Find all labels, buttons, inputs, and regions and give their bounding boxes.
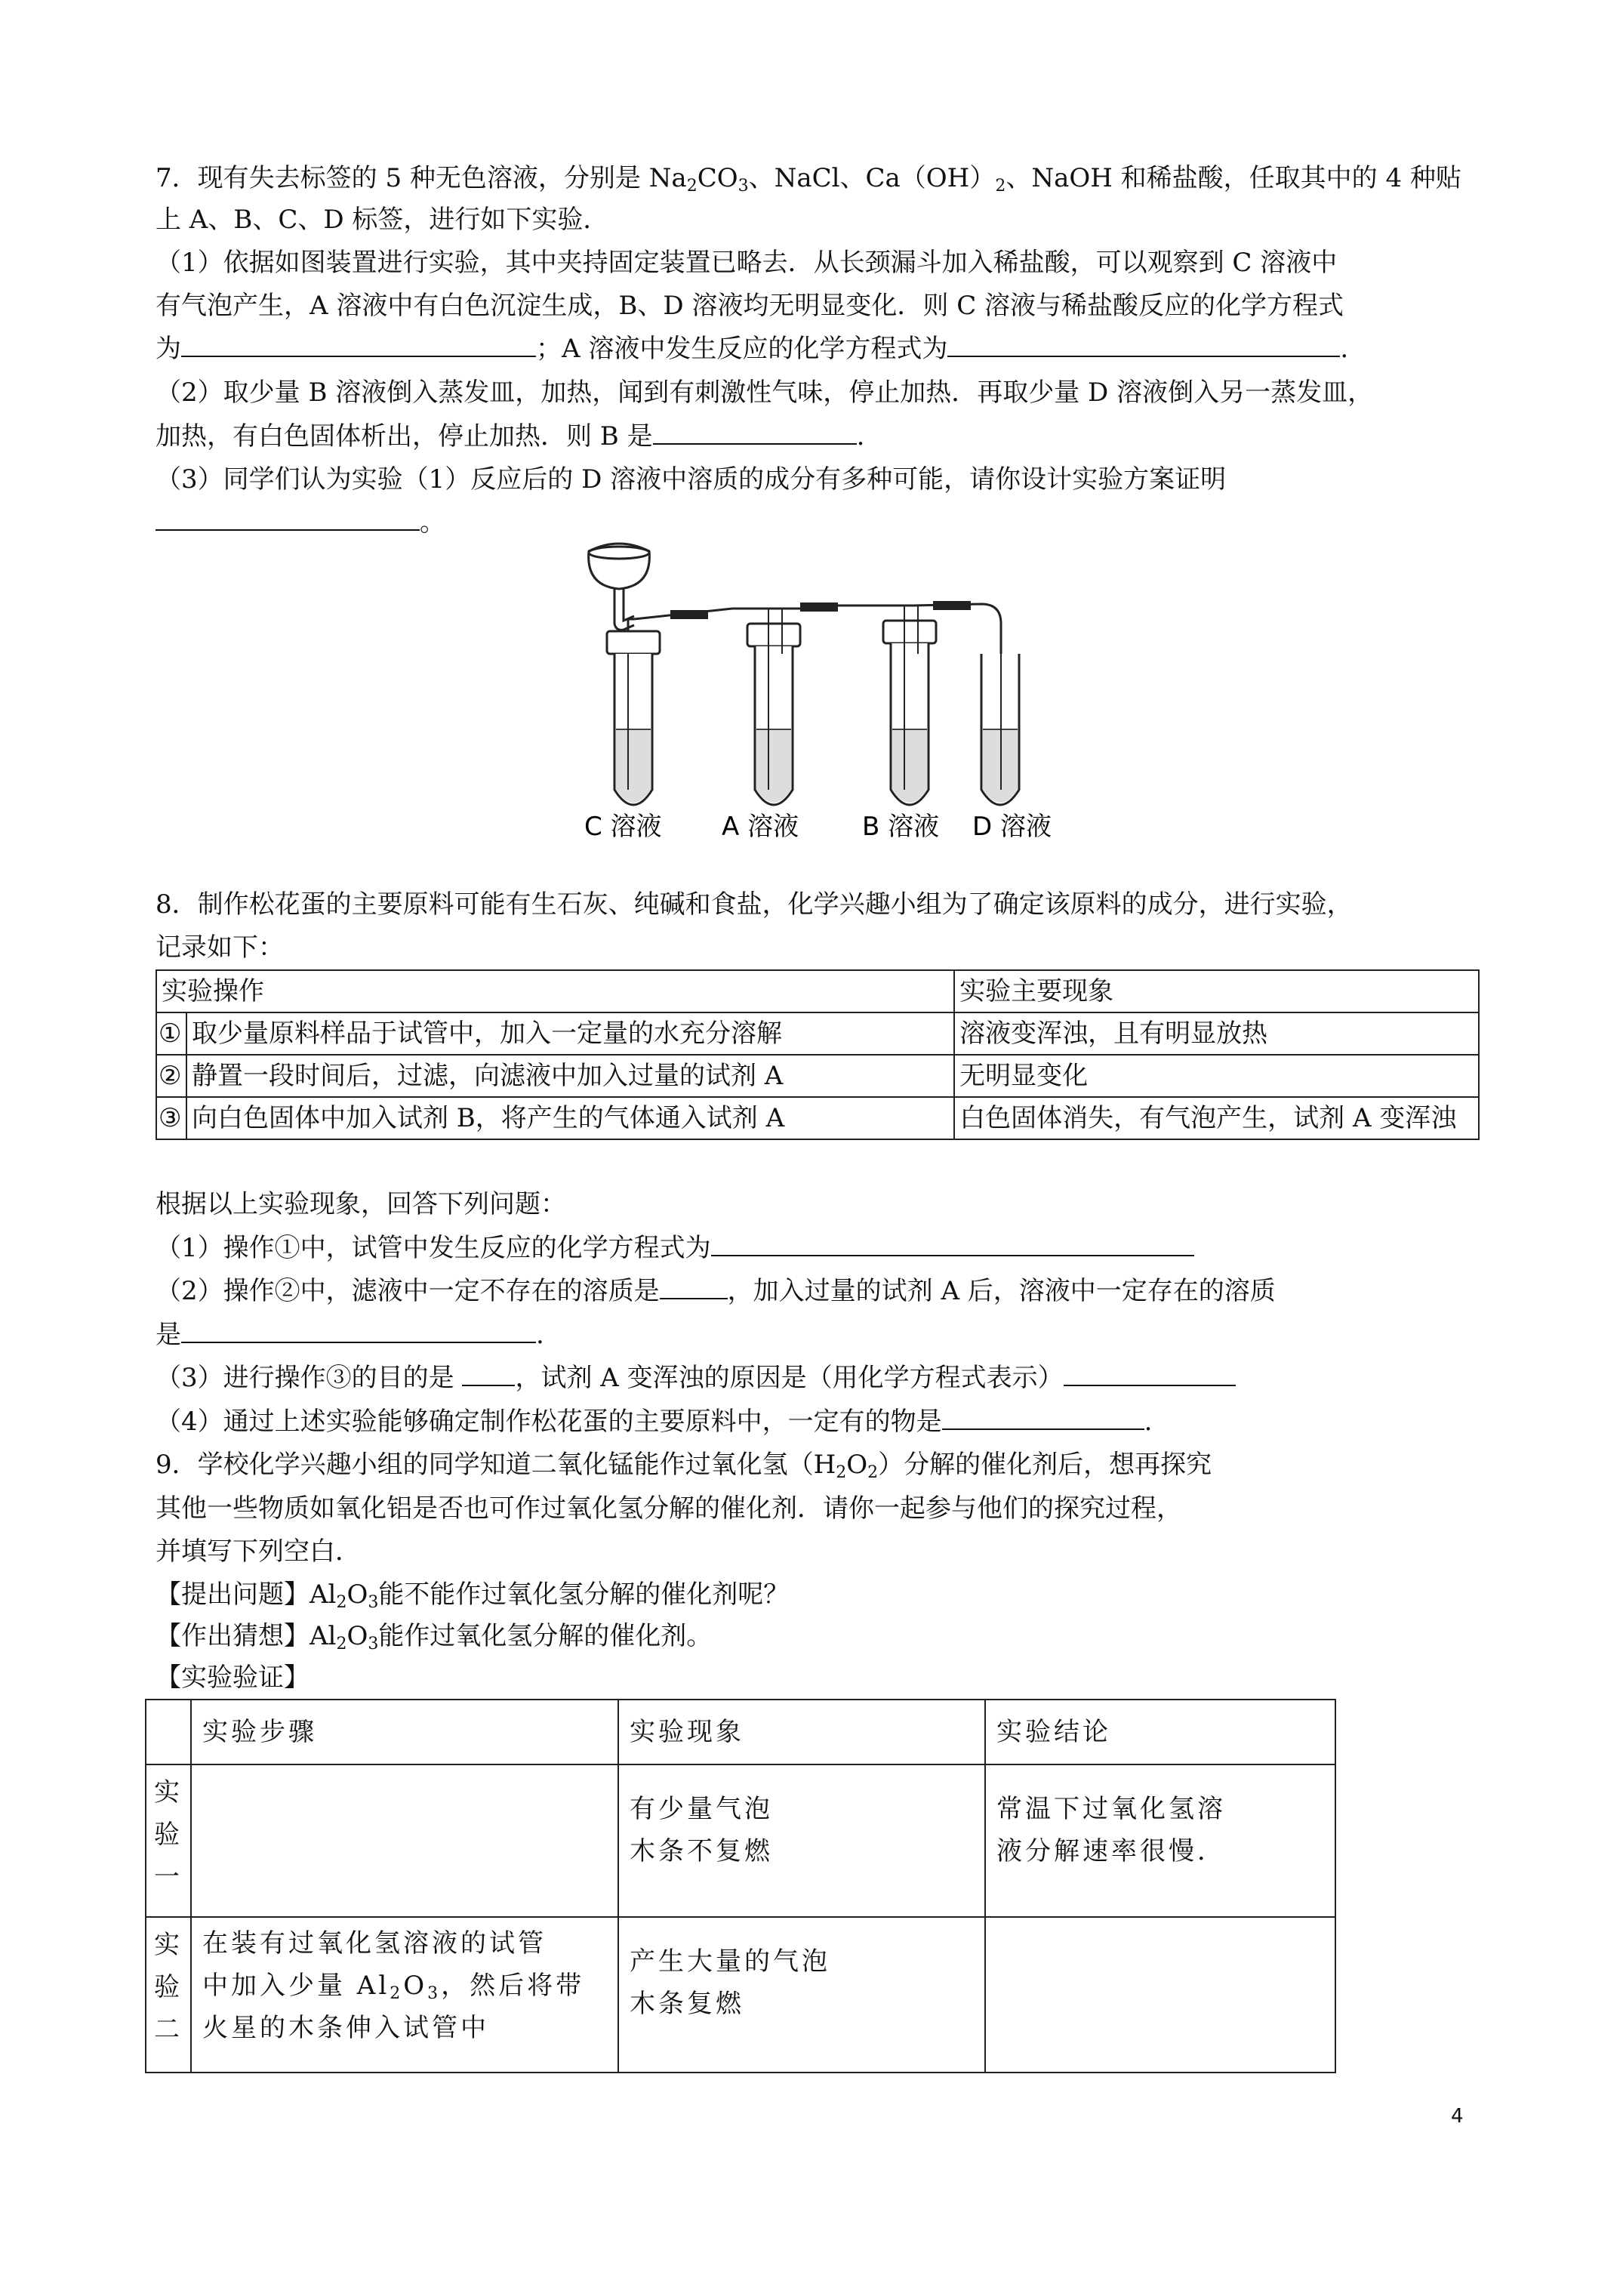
diagram-label-c: C 溶液	[584, 812, 662, 842]
answer-blank-c-equation[interactable]	[181, 333, 536, 357]
table-row	[156, 1055, 1479, 1097]
answer-blank-present-solute[interactable]	[181, 1319, 536, 1343]
q7-line-7: 加热，有白色固体析出，停止加热．则 B 是 .	[156, 421, 865, 451]
q9-line-3: 并填写下列空白．	[156, 1536, 361, 1567]
table-row	[156, 1012, 1479, 1055]
answer-blank-turbid-equation[interactable]	[1064, 1362, 1236, 1386]
table-row	[146, 1917, 1335, 2073]
long-neck-funnel-icon	[589, 544, 650, 630]
q7-line-4: 有气泡产生，A 溶液中有白色沉淀生成，B、D 溶液均无明显变化．则 C 溶液与稀盐酸反应的化学方程式	[156, 291, 1344, 321]
exp2-phenomenon: 产生大量的气泡 木条复燃	[618, 1917, 985, 2073]
q8-after-line-5: （3）进行操作③的目的是 ，试剂 A 变浑浊的原因是（用化学方程式表示）	[156, 1361, 1236, 1395]
q9-line-1: 9．学校化学兴趣小组的同学知道二氧化锰能作过氧化氢$(H_2O_2)$分解的催化剂后，想再探究	[156, 1450, 1212, 1482]
header-steps: 实验步骤	[191, 1700, 618, 1764]
q8-after-line-1: 根据以上实验现象，回答下列问题：	[156, 1189, 566, 1219]
q9-question: 【提出问题】$Al_2O_3$能不能作过氧化氢分解的催化剂呢？	[156, 1579, 790, 1612]
q9-verify-heading: 【实验验证】	[156, 1663, 310, 1693]
row-number: ①	[156, 1012, 186, 1055]
answer-blank-d-solute-plan[interactable]	[156, 507, 420, 531]
row-operation: 静置一段时间后，过滤，向滤液中加入过量的试剂 A	[186, 1055, 954, 1097]
rubber-connector-icon	[670, 610, 708, 619]
q9-experiment-table	[145, 1699, 1336, 2073]
q8-experiment-table	[156, 969, 1480, 1140]
header-empty-cell	[146, 1700, 191, 1764]
q7-line-1: 7．现有失去标签的 5 种无色溶液，分别是 $Na_2CO_3$、NaCl、$Ca(OH)_2$、NaOH 和稀盐酸，任取其中的 4 种贴	[156, 163, 1461, 196]
diagram-label-d: D 溶液	[972, 812, 1052, 842]
exp1-phenomenon: 有少量气泡 木条不复燃	[618, 1764, 985, 1917]
q8-line-1: 8．制作松花蛋的主要原料可能有生石灰、纯碱和食盐，化学兴趣小组为了确定该原料的成分，进行实验，	[156, 889, 1353, 920]
table-header-row	[156, 970, 1479, 1012]
q7-line-8: （3）同学们认为实验（1）反应后的 D 溶液中溶质的成分有多种可能，请你设计实验方案证明	[156, 464, 1227, 495]
header-conclusion: 实验结论	[985, 1700, 1335, 1764]
test-tube-c-icon	[607, 619, 660, 805]
table-row	[146, 1764, 1335, 1917]
answer-blank-a-equation[interactable]	[947, 333, 1340, 357]
q9-hypothesis: 【作出猜想】$Al_2O_3$能作过氧化氢分解的催化剂。	[156, 1621, 713, 1653]
q8-after-line-2: （1）操作①中，试管中发生反应的化学方程式为	[156, 1231, 1194, 1265]
row-phenomenon: 溶液变浑浊，且有明显放热	[954, 1012, 1479, 1055]
row-label-exp1: 实验一	[146, 1764, 191, 1917]
row-phenomenon: 无明显变化	[954, 1055, 1479, 1097]
q7-line-2: 上 A、B、C、D 标签，进行如下实验．	[156, 205, 609, 235]
answer-blank-b-identity[interactable]	[653, 421, 857, 445]
q7-line-3: （1）依据如图装置进行实验，其中夹持固定装置已略去．从长颈漏斗加入稀盐酸，可以观察到 C 溶液中	[156, 248, 1338, 278]
rubber-connector-icon	[933, 601, 971, 610]
table-header-row	[146, 1700, 1335, 1764]
header-operation: 实验操作	[156, 970, 954, 1012]
test-tube-a-icon	[747, 609, 800, 805]
q7-line-5: 为 ；A 溶液中发生反应的化学方程式为 .	[156, 334, 1349, 364]
row-operation: 取少量原料样品于试管中，加入一定量的水充分溶解	[186, 1012, 954, 1055]
exp2-conclusion-cell[interactable]	[985, 1917, 1335, 2073]
diagram-label-b: B 溶液	[862, 812, 940, 842]
row-number: ③	[156, 1097, 186, 1139]
q7-line-6: （2）取少量 B 溶液倒入蒸发皿，加热，闻到有刺激性气味，停止加热．再取少量 D 溶液倒入另一蒸发皿，	[156, 378, 1374, 408]
header-phenomenon: 实验主要现象	[954, 970, 1479, 1012]
table-row	[156, 1097, 1479, 1139]
row-phenomenon: 白色固体消失，有气泡产生，试剂 A 变浑浊	[954, 1097, 1479, 1139]
rubber-connector-icon	[800, 603, 838, 612]
q9-line-2: 其他一些物质如氧化铝是否也可作过氧化氢分解的催化剂．请你一起参与他们的探究过程，	[156, 1493, 1182, 1524]
row-operation: 向白色固体中加入试剂 B，将产生的气体通入试剂 A	[186, 1097, 954, 1139]
answer-blank-op1-equation[interactable]	[711, 1232, 1194, 1256]
q7-line-9: 。	[156, 506, 445, 539]
page-number: 4	[1451, 2105, 1464, 2128]
exp1-steps-cell[interactable]	[191, 1764, 618, 1917]
answer-blank-raw-material[interactable]	[942, 1406, 1144, 1430]
answer-blank-op3-purpose[interactable]	[462, 1362, 515, 1386]
exp1-conclusion: 常温下过氧化氢溶 液分解速率很慢．	[985, 1764, 1335, 1917]
diagram-label-a: A 溶液	[722, 812, 799, 842]
header-phenomenon: 实验现象	[618, 1700, 985, 1764]
q8-line-2: 记录如下：	[156, 932, 284, 963]
row-label-exp2: 实验二	[146, 1917, 191, 2073]
apparatus-diagram	[559, 541, 1072, 843]
exp2-steps: 在装有过氧化氢溶液的试管 中加入少量 $Al_2O_3$，然后将带 火星的木条伸入试管中	[191, 1917, 618, 2073]
q8-after-line-4: 是 .	[156, 1320, 544, 1350]
q8-after-line-6: （4）通过上述实验能够确定制作松花蛋的主要原料中，一定有的物是 .	[156, 1407, 1153, 1437]
q8-after-line-3: （2）操作②中，滤液中一定不存在的溶质是 ，加入过量的试剂 A 后，溶液中一定存在的溶质	[156, 1276, 1276, 1306]
test-tube-b-icon	[883, 606, 936, 805]
answer-blank-absent-solute[interactable]	[660, 1275, 728, 1299]
test-tube-d-icon	[981, 624, 1019, 805]
row-number: ②	[156, 1055, 186, 1097]
